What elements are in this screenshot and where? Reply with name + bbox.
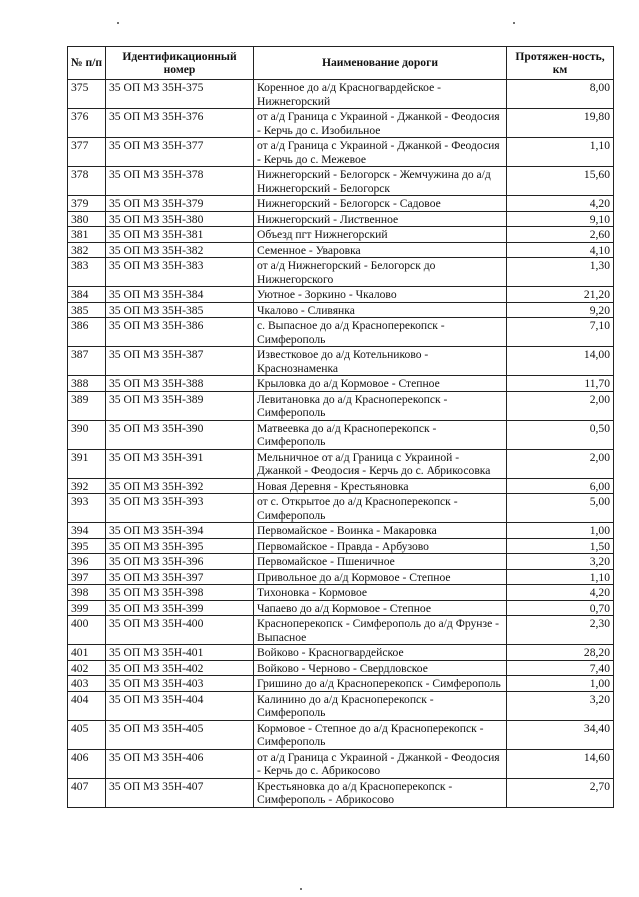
table-row bbox=[68, 196, 614, 212]
table-row bbox=[68, 538, 614, 554]
row-length: 4,10 bbox=[507, 242, 614, 258]
row-road-name: Новая Деревня - Крестьяновка bbox=[254, 478, 507, 494]
row-length: 1,10 bbox=[507, 569, 614, 585]
row-identifier: 35 ОП МЗ 35Н-390 bbox=[106, 420, 254, 449]
row-road-name: Войково - Красногвардейское bbox=[254, 645, 507, 661]
row-length: 1,00 bbox=[507, 676, 614, 692]
row-road-name: Чкалово - Сливянка bbox=[254, 302, 507, 318]
table-row bbox=[68, 554, 614, 570]
scan-speck bbox=[117, 22, 119, 24]
table-row bbox=[68, 494, 614, 523]
row-length: 9,10 bbox=[507, 211, 614, 227]
row-length: 2,00 bbox=[507, 449, 614, 478]
row-number: 401 bbox=[68, 645, 106, 661]
table-row bbox=[68, 391, 614, 420]
table-row bbox=[68, 376, 614, 392]
row-length: 21,20 bbox=[507, 287, 614, 303]
row-number: 396 bbox=[68, 554, 106, 570]
row-length: 4,20 bbox=[507, 196, 614, 212]
row-length: 7,10 bbox=[507, 318, 614, 347]
row-number: 397 bbox=[68, 569, 106, 585]
row-number: 407 bbox=[68, 778, 106, 807]
header-id: Идентификационный номер bbox=[106, 47, 254, 80]
row-road-name: от а/д Граница с Украиной - Джанкой - Феодосия - Керчь до с. Абрикосово bbox=[254, 749, 507, 778]
row-number: 380 bbox=[68, 211, 106, 227]
row-length: 1,10 bbox=[507, 138, 614, 167]
row-road-name: Первомайское - Пшеничное bbox=[254, 554, 507, 570]
row-identifier: 35 ОП МЗ 35Н-406 bbox=[106, 749, 254, 778]
row-identifier: 35 ОП МЗ 35Н-405 bbox=[106, 720, 254, 749]
row-number: 387 bbox=[68, 347, 106, 376]
row-road-name: Тихоновка - Кормовое bbox=[254, 585, 507, 601]
table-row bbox=[68, 585, 614, 601]
row-number: 402 bbox=[68, 660, 106, 676]
row-length: 11,70 bbox=[507, 376, 614, 392]
row-road-name: от а/д Граница с Украиной - Джанкой - Феодосия - Керчь до с. Межевое bbox=[254, 138, 507, 167]
row-identifier: 35 ОП МЗ 35Н-375 bbox=[106, 80, 254, 109]
header-length: Протяжен-ность, км bbox=[507, 47, 614, 80]
table-row bbox=[68, 778, 614, 807]
table-row bbox=[68, 318, 614, 347]
table-row bbox=[68, 676, 614, 692]
row-number: 382 bbox=[68, 242, 106, 258]
row-number: 398 bbox=[68, 585, 106, 601]
row-identifier: 35 ОП МЗ 35Н-383 bbox=[106, 258, 254, 287]
row-identifier: 35 ОП МЗ 35Н-384 bbox=[106, 287, 254, 303]
row-identifier: 35 ОП МЗ 35Н-388 bbox=[106, 376, 254, 392]
table-row bbox=[68, 258, 614, 287]
row-length: 28,20 bbox=[507, 645, 614, 661]
row-road-name: Войково - Черново - Свердловское bbox=[254, 660, 507, 676]
row-road-name: Крестьяновка до а/д Красноперекопск - Симферополь - Абрикосово bbox=[254, 778, 507, 807]
row-road-name: от а/д Нижнегорский - Белогорск до Нижнегорского bbox=[254, 258, 507, 287]
row-identifier: 35 ОП МЗ 35Н-385 bbox=[106, 302, 254, 318]
row-identifier: 35 ОП МЗ 35Н-399 bbox=[106, 600, 254, 616]
row-identifier: 35 ОП МЗ 35Н-379 bbox=[106, 196, 254, 212]
row-number: 393 bbox=[68, 494, 106, 523]
row-identifier: 35 ОП МЗ 35Н-407 bbox=[106, 778, 254, 807]
header-num: № п/п bbox=[68, 47, 106, 80]
row-road-name: Чапаево до а/д Кормовое - Степное bbox=[254, 600, 507, 616]
row-number: 399 bbox=[68, 600, 106, 616]
row-road-name: Красноперекопск - Симферополь до а/д Фрунзе - Выпасное bbox=[254, 616, 507, 645]
table-row bbox=[68, 523, 614, 539]
table-row bbox=[68, 211, 614, 227]
row-road-name: Привольное до а/д Кормовое - Степное bbox=[254, 569, 507, 585]
row-length: 19,80 bbox=[507, 109, 614, 138]
table-row bbox=[68, 749, 614, 778]
table-row bbox=[68, 242, 614, 258]
row-road-name: Нижнегорский - Лиственное bbox=[254, 211, 507, 227]
row-number: 404 bbox=[68, 691, 106, 720]
row-number: 391 bbox=[68, 449, 106, 478]
row-number: 395 bbox=[68, 538, 106, 554]
row-identifier: 35 ОП МЗ 35Н-400 bbox=[106, 616, 254, 645]
table-row bbox=[68, 720, 614, 749]
row-length: 0,70 bbox=[507, 600, 614, 616]
row-identifier: 35 ОП МЗ 35Н-386 bbox=[106, 318, 254, 347]
row-road-name: Нижнегорский - Белогорск - Жемчужина до а/д Нижнегорский - Белогорск bbox=[254, 167, 507, 196]
row-number: 385 bbox=[68, 302, 106, 318]
row-identifier: 35 ОП МЗ 35Н-378 bbox=[106, 167, 254, 196]
row-length: 2,30 bbox=[507, 616, 614, 645]
table-row bbox=[68, 227, 614, 243]
table-row bbox=[68, 109, 614, 138]
row-length: 6,00 bbox=[507, 478, 614, 494]
row-road-name: Кормовое - Степное до а/д Красноперекопск - Симферополь bbox=[254, 720, 507, 749]
row-identifier: 35 ОП МЗ 35Н-389 bbox=[106, 391, 254, 420]
row-number: 384 bbox=[68, 287, 106, 303]
table-row bbox=[68, 302, 614, 318]
row-identifier: 35 ОП МЗ 35Н-392 bbox=[106, 478, 254, 494]
row-length: 1,30 bbox=[507, 258, 614, 287]
scan-speck bbox=[513, 22, 515, 24]
row-number: 390 bbox=[68, 420, 106, 449]
table-row bbox=[68, 449, 614, 478]
row-number: 378 bbox=[68, 167, 106, 196]
table-header-row bbox=[68, 47, 614, 80]
row-number: 392 bbox=[68, 478, 106, 494]
row-road-name: от с. Открытое до а/д Красноперекопск - Симферополь bbox=[254, 494, 507, 523]
row-length: 9,20 bbox=[507, 302, 614, 318]
row-length: 1,00 bbox=[507, 523, 614, 539]
table-row bbox=[68, 347, 614, 376]
table-row bbox=[68, 645, 614, 661]
row-road-name: Коренное до а/д Красногвардейское - Нижнегорский bbox=[254, 80, 507, 109]
row-road-name: Крыловка до а/д Кормовое - Степное bbox=[254, 376, 507, 392]
row-number: 394 bbox=[68, 523, 106, 539]
scan-speck bbox=[300, 888, 302, 890]
row-identifier: 35 ОП МЗ 35Н-380 bbox=[106, 211, 254, 227]
row-length: 3,20 bbox=[507, 554, 614, 570]
table-row bbox=[68, 600, 614, 616]
row-number: 406 bbox=[68, 749, 106, 778]
row-number: 400 bbox=[68, 616, 106, 645]
row-road-name: Мельничное от а/д Граница с Украиной - Джанкой - Феодосия - Керчь до с. Абрикосовка bbox=[254, 449, 507, 478]
row-identifier: 35 ОП МЗ 35Н-391 bbox=[106, 449, 254, 478]
row-identifier: 35 ОП МЗ 35Н-382 bbox=[106, 242, 254, 258]
table-row bbox=[68, 167, 614, 196]
row-length: 1,50 bbox=[507, 538, 614, 554]
row-length: 0,50 bbox=[507, 420, 614, 449]
row-road-name: от а/д Граница с Украиной - Джанкой - Феодосия - Керчь до с. Изобильное bbox=[254, 109, 507, 138]
row-number: 388 bbox=[68, 376, 106, 392]
row-length: 15,60 bbox=[507, 167, 614, 196]
row-length: 4,20 bbox=[507, 585, 614, 601]
header-name: Наименование дороги bbox=[254, 47, 507, 80]
row-identifier: 35 ОП МЗ 35Н-396 bbox=[106, 554, 254, 570]
table-row bbox=[68, 478, 614, 494]
row-identifier: 35 ОП МЗ 35Н-395 bbox=[106, 538, 254, 554]
row-road-name: Первомайское - Воинка - Макаровка bbox=[254, 523, 507, 539]
row-number: 377 bbox=[68, 138, 106, 167]
table-row bbox=[68, 80, 614, 109]
row-road-name: Гришино до а/д Красноперекопск - Симферополь bbox=[254, 676, 507, 692]
row-identifier: 35 ОП МЗ 35Н-394 bbox=[106, 523, 254, 539]
row-road-name: Семенное - Уваровка bbox=[254, 242, 507, 258]
table-row bbox=[68, 287, 614, 303]
row-length: 2,60 bbox=[507, 227, 614, 243]
row-road-name: Уютное - Зоркино - Чкалово bbox=[254, 287, 507, 303]
row-identifier: 35 ОП МЗ 35Н-377 bbox=[106, 138, 254, 167]
row-number: 389 bbox=[68, 391, 106, 420]
row-number: 383 bbox=[68, 258, 106, 287]
row-road-name: с. Выпасное до а/д Красноперекопск - Симферополь bbox=[254, 318, 507, 347]
row-identifier: 35 ОП МЗ 35Н-376 bbox=[106, 109, 254, 138]
row-length: 14,60 bbox=[507, 749, 614, 778]
row-road-name: Левитановка до а/д Красноперекопск - Симферополь bbox=[254, 391, 507, 420]
roads-table bbox=[67, 46, 614, 808]
row-length: 5,00 bbox=[507, 494, 614, 523]
row-number: 376 bbox=[68, 109, 106, 138]
row-number: 405 bbox=[68, 720, 106, 749]
row-road-name: Объезд пгт Нижнегорский bbox=[254, 227, 507, 243]
row-length: 2,70 bbox=[507, 778, 614, 807]
row-identifier: 35 ОП МЗ 35Н-397 bbox=[106, 569, 254, 585]
row-length: 34,40 bbox=[507, 720, 614, 749]
row-number: 381 bbox=[68, 227, 106, 243]
row-length: 7,40 bbox=[507, 660, 614, 676]
row-road-name: Первомайское - Правда - Арбузово bbox=[254, 538, 507, 554]
row-identifier: 35 ОП МЗ 35Н-403 bbox=[106, 676, 254, 692]
row-road-name: Нижнегорский - Белогорск - Садовое bbox=[254, 196, 507, 212]
table-body bbox=[68, 80, 614, 808]
row-number: 386 bbox=[68, 318, 106, 347]
row-identifier: 35 ОП МЗ 35Н-401 bbox=[106, 645, 254, 661]
table-row bbox=[68, 691, 614, 720]
row-identifier: 35 ОП МЗ 35Н-404 bbox=[106, 691, 254, 720]
row-identifier: 35 ОП МЗ 35Н-398 bbox=[106, 585, 254, 601]
row-identifier: 35 ОП МЗ 35Н-402 bbox=[106, 660, 254, 676]
row-length: 3,20 bbox=[507, 691, 614, 720]
row-length: 14,00 bbox=[507, 347, 614, 376]
row-number: 375 bbox=[68, 80, 106, 109]
row-road-name: Известковое до а/д Котельниково - Краснознаменка bbox=[254, 347, 507, 376]
row-identifier: 35 ОП МЗ 35Н-387 bbox=[106, 347, 254, 376]
row-identifier: 35 ОП МЗ 35Н-381 bbox=[106, 227, 254, 243]
row-number: 379 bbox=[68, 196, 106, 212]
row-number: 403 bbox=[68, 676, 106, 692]
table-row bbox=[68, 420, 614, 449]
row-length: 8,00 bbox=[507, 80, 614, 109]
row-road-name: Калинино до а/д Красноперекопск - Симферополь bbox=[254, 691, 507, 720]
row-identifier: 35 ОП МЗ 35Н-393 bbox=[106, 494, 254, 523]
table-row bbox=[68, 660, 614, 676]
row-road-name: Матвеевка до а/д Красноперекопск - Симферополь bbox=[254, 420, 507, 449]
table-row bbox=[68, 138, 614, 167]
table-row bbox=[68, 616, 614, 645]
row-length: 2,00 bbox=[507, 391, 614, 420]
table-row bbox=[68, 569, 614, 585]
